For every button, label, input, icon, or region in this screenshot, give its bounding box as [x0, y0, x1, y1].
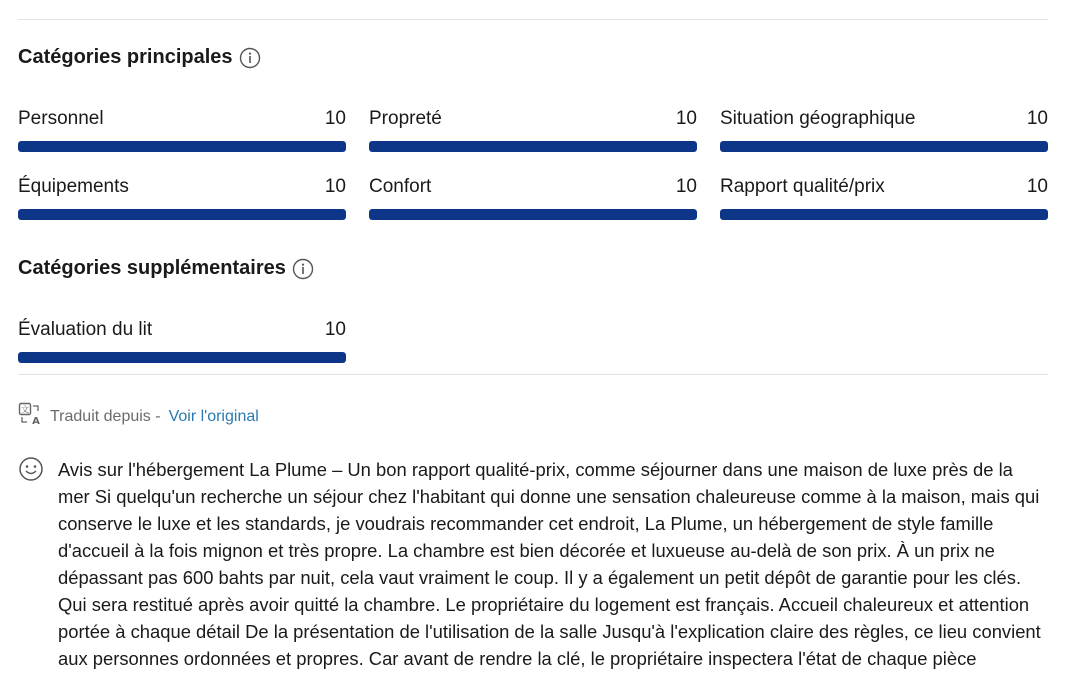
score-bar-fill: [369, 209, 697, 220]
info-icon[interactable]: [292, 258, 314, 280]
score-personnel: [18, 108, 346, 158]
score-confort: [369, 176, 697, 226]
metric-label: Confort: [369, 176, 432, 197]
score-proprete: [369, 108, 697, 158]
metric-label: Personnel: [18, 108, 104, 129]
top-divider: [18, 19, 1048, 20]
metric-label: Rapport qualité/prix: [720, 176, 885, 197]
translate-icon: [18, 402, 42, 431]
score-bar: [18, 209, 346, 220]
score-situation: [720, 108, 1048, 158]
metric-score: 10: [324, 319, 346, 340]
metric-label: Évaluation du lit: [18, 319, 153, 340]
metric-label: Situation géographique: [720, 108, 916, 129]
svg-text:文: 文: [20, 405, 30, 416]
svg-text:A: A: [32, 416, 40, 426]
review-divider: [18, 374, 1048, 375]
score-equipements: [18, 176, 346, 226]
score-bar: [369, 141, 697, 152]
extra-categories-heading: [18, 257, 314, 280]
info-icon[interactable]: [239, 47, 261, 69]
main-categories-title: Catégories principales: [18, 46, 233, 68]
metric-score: 10: [324, 108, 346, 129]
smiley-face-icon: [18, 456, 44, 482]
score-bar: [18, 141, 346, 152]
score-bar-fill: [18, 209, 346, 220]
translation-text: Traduit depuis -: [50, 407, 161, 425]
metric-label: Équipements: [18, 176, 129, 197]
score-rapport-qualite-prix: [720, 176, 1048, 226]
metric-score: 10: [1026, 108, 1048, 129]
extra-categories-title: Catégories supplémentaires: [18, 257, 286, 279]
translation-notice: [18, 402, 259, 431]
score-evaluation-lit: [18, 319, 346, 369]
main-categories-heading: [18, 46, 261, 69]
metric-score: 10: [324, 176, 346, 197]
metric-score: 10: [675, 108, 697, 129]
metric-score: 10: [675, 176, 697, 197]
score-bar-fill: [18, 352, 346, 363]
score-bar-fill: [720, 141, 1048, 152]
metric-score: 10: [1026, 176, 1048, 197]
score-bar-fill: [369, 141, 697, 152]
score-bar: [720, 141, 1048, 152]
review: [18, 456, 1058, 672]
metric-label: Propreté: [369, 108, 442, 129]
score-bar: [720, 209, 1048, 220]
score-bar: [369, 209, 697, 220]
view-original-link[interactable]: Voir l'original: [168, 407, 259, 425]
score-bar-fill: [720, 209, 1048, 220]
review-text: Avis sur l'hébergement La Plume – Un bon rapport qualité-prix, comme séjourner dans une maison de luxe près de la mer Si quelqu'un recherche un séjour chez l'habitant qui donne une sensation chaleureuse comme à la maison, mais qui conserve le luxe et les standards, je voudrais recommander cet endroit, La Plume, un hébergement de style famille d'accueil à la fois mignon et très propre. La chambre est bien décorée et luxueuse au-delà de son prix. À un prix ne dépassant pas 600 bahts par nuit, cela vaut vraiment le coup. Il y a également un petit dépôt de garantie pour les clés. Qui sera restitué après avoir quitté la chambre. Le propriétaire du logement est français. Accueil chaleureux et attention portée à chaque détail De la présentation de l'utilisation de la salle Jusqu'à l'explication claire des règles, ce lieu convient aux personnes ordonnées et propres. Car avant de rendre la clé, le propriétaire inspectera l'état de chaque pièce: [58, 459, 1041, 669]
score-bar: [18, 352, 346, 363]
score-bar-fill: [18, 141, 346, 152]
